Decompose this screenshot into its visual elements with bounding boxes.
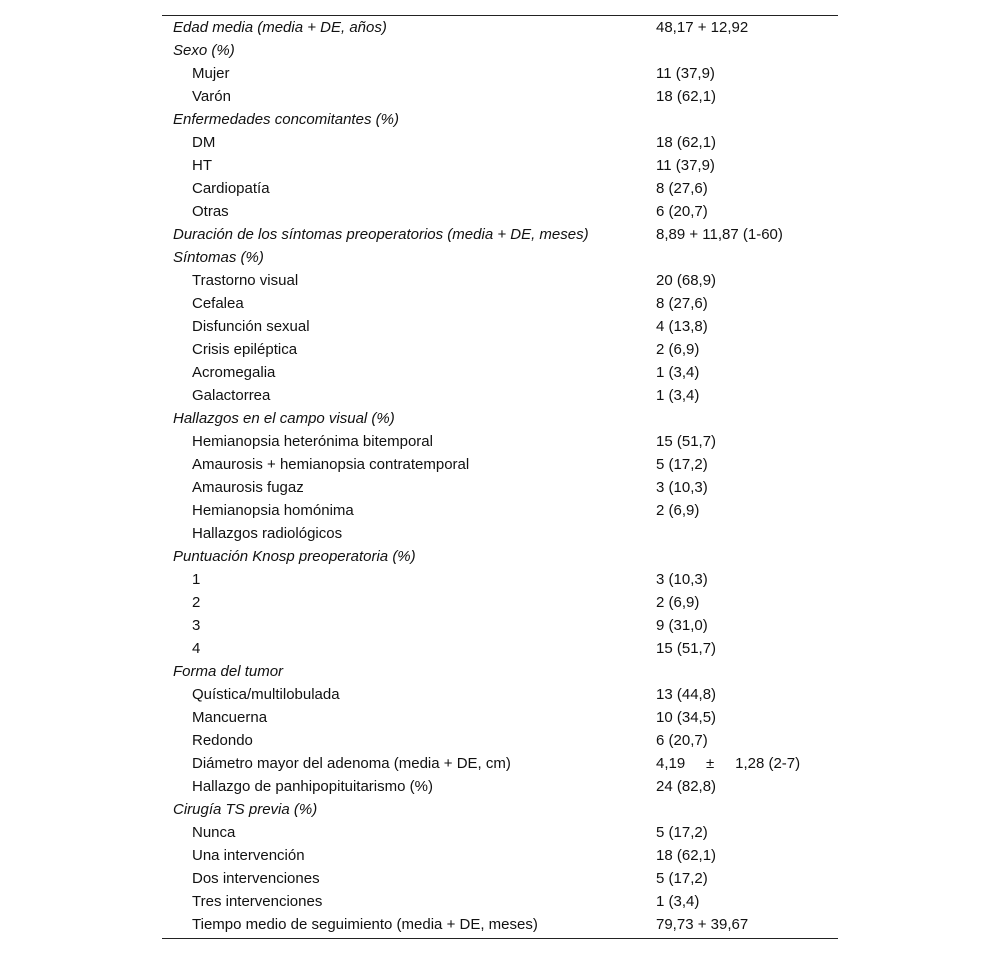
table-row — [162, 62, 838, 85]
item-label: Diámetro mayor del adenoma (media + DE, cm) — [192, 755, 511, 772]
item-value: 15 (51,7) — [656, 640, 717, 657]
item-value: 1 (3,4) — [656, 364, 700, 381]
item-label: Hallazgos radiológicos — [192, 525, 343, 542]
item-label: 4 — [192, 640, 201, 657]
table-row — [162, 384, 838, 407]
item-label: Otras — [192, 203, 229, 220]
item-label: Dos intervenciones — [192, 870, 320, 887]
item-label: HT — [192, 157, 212, 174]
table-row — [162, 775, 838, 798]
table-row — [162, 890, 838, 913]
item-label: Trastorno visual — [192, 272, 299, 289]
item-value: 5 (17,2) — [656, 824, 708, 841]
section-label: Duración de los síntomas preoperatorios (media + DE, meses) — [173, 226, 589, 243]
table-row — [162, 499, 838, 522]
item-label: Amaurosis + hemianopsia contratemporal — [192, 456, 470, 473]
item-value: 2 (6,9) — [656, 341, 700, 358]
table-row — [162, 177, 838, 200]
table-row — [162, 131, 838, 154]
item-value: 15 (51,7) — [656, 433, 717, 450]
table-row — [162, 200, 838, 223]
item-label: 1 — [192, 571, 201, 588]
item-label: Tiempo medio de seguimiento (media + DE, meses) — [192, 916, 538, 933]
item-label: Disfunción sexual — [192, 318, 310, 335]
table-row — [162, 798, 838, 821]
table-row — [162, 568, 838, 591]
item-label: Cefalea — [192, 295, 244, 312]
section-label: Cirugía TS previa (%) — [173, 801, 318, 818]
item-label: Galactorrea — [192, 387, 271, 404]
table-row — [162, 821, 838, 844]
table-row — [162, 108, 838, 131]
table-row — [162, 453, 838, 476]
item-value: 20 (68,9) — [656, 272, 717, 289]
item-value: 11 (37,9) — [656, 65, 715, 82]
item-value: 11 (37,9) — [656, 157, 715, 174]
item-label: Amaurosis fugaz — [192, 479, 304, 496]
table-row — [162, 154, 838, 177]
table-row — [162, 361, 838, 384]
item-value: 48,17 + 12,92 — [656, 19, 749, 36]
item-label: Mancuerna — [192, 709, 268, 726]
item-label: Nunca — [192, 824, 236, 841]
item-label: Tres intervenciones — [192, 893, 323, 910]
item-value: 4 (13,8) — [656, 318, 708, 335]
table-row — [162, 476, 838, 499]
item-value: 5 (17,2) — [656, 870, 708, 887]
table-row — [162, 660, 838, 683]
section-label: Puntuación Knosp preoperatoria (%) — [173, 548, 416, 565]
item-value: 18 (62,1) — [656, 134, 717, 151]
table-row — [162, 729, 838, 752]
item-value: 6 (20,7) — [656, 203, 708, 220]
item-label: DM — [192, 134, 216, 151]
table-row — [162, 706, 838, 729]
item-value: 10 (34,5) — [656, 709, 717, 726]
table-row — [162, 591, 838, 614]
item-value: 2 (6,9) — [656, 502, 700, 519]
item-value: 4,19 ± 1,28 (2-7) — [656, 755, 801, 772]
table-row — [162, 430, 838, 453]
item-value: 1 (3,4) — [656, 387, 700, 404]
item-label: Hemianopsia heterónima bitemporal — [192, 433, 433, 450]
table-row — [162, 522, 838, 545]
table-row — [162, 338, 838, 361]
table-row — [162, 545, 838, 568]
item-label: Cardiopatía — [192, 180, 270, 197]
item-label: Una intervención — [192, 847, 305, 864]
item-label: Crisis epiléptica — [192, 341, 298, 358]
section-label: Síntomas (%) — [173, 249, 264, 266]
item-value: 8 (27,6) — [656, 295, 708, 312]
item-value: 18 (62,1) — [656, 88, 717, 105]
table-row — [162, 614, 838, 637]
table-row — [162, 407, 838, 430]
table-row — [162, 39, 838, 62]
item-label: 2 — [192, 594, 201, 611]
item-value: 18 (62,1) — [656, 847, 717, 864]
section-label: Forma del tumor — [173, 663, 284, 680]
item-value: 6 (20,7) — [656, 732, 708, 749]
item-label: Hemianopsia homónima — [192, 502, 354, 519]
section-label: Edad media (media + DE, años) — [173, 19, 387, 36]
table-row — [162, 752, 838, 775]
item-value: 3 (10,3) — [656, 479, 708, 496]
item-value: 5 (17,2) — [656, 456, 708, 473]
item-value: 2 (6,9) — [656, 594, 700, 611]
item-label: Varón — [192, 88, 231, 105]
item-value: 8,89 + 11,87 (1-60) — [656, 226, 783, 243]
item-value: 3 (10,3) — [656, 571, 708, 588]
section-label: Hallazgos en el campo visual (%) — [173, 410, 395, 427]
section-label: Enfermedades concomitantes (%) — [173, 111, 399, 128]
item-value: 9 (31,0) — [656, 617, 708, 634]
item-value: 13 (44,8) — [656, 686, 717, 703]
table-row — [162, 683, 838, 706]
table-row — [162, 913, 838, 936]
table-body — [162, 16, 838, 938]
table-row — [162, 315, 838, 338]
item-value: 8 (27,6) — [656, 180, 708, 197]
table-row — [162, 85, 838, 108]
item-label: 3 — [192, 617, 201, 634]
table-row — [162, 269, 838, 292]
table-row — [162, 223, 838, 246]
item-label: Hallazgo de panhipopituitarismo (%) — [192, 778, 433, 795]
table-row — [162, 16, 838, 39]
table-row — [162, 246, 838, 269]
section-label: Sexo (%) — [173, 42, 235, 59]
item-value: 1 (3,4) — [656, 893, 700, 910]
table-row — [162, 844, 838, 867]
table-row — [162, 292, 838, 315]
item-value: 24 (82,8) — [656, 778, 717, 795]
table-row — [162, 637, 838, 660]
item-label: Quística/multilobulada — [192, 686, 340, 703]
item-value: 79,73 + 39,67 — [656, 916, 749, 933]
item-label: Redondo — [192, 732, 253, 749]
table-row — [162, 867, 838, 890]
patient-characteristics-table — [162, 15, 838, 939]
item-label: Mujer — [192, 65, 230, 82]
item-label: Acromegalia — [192, 364, 276, 381]
